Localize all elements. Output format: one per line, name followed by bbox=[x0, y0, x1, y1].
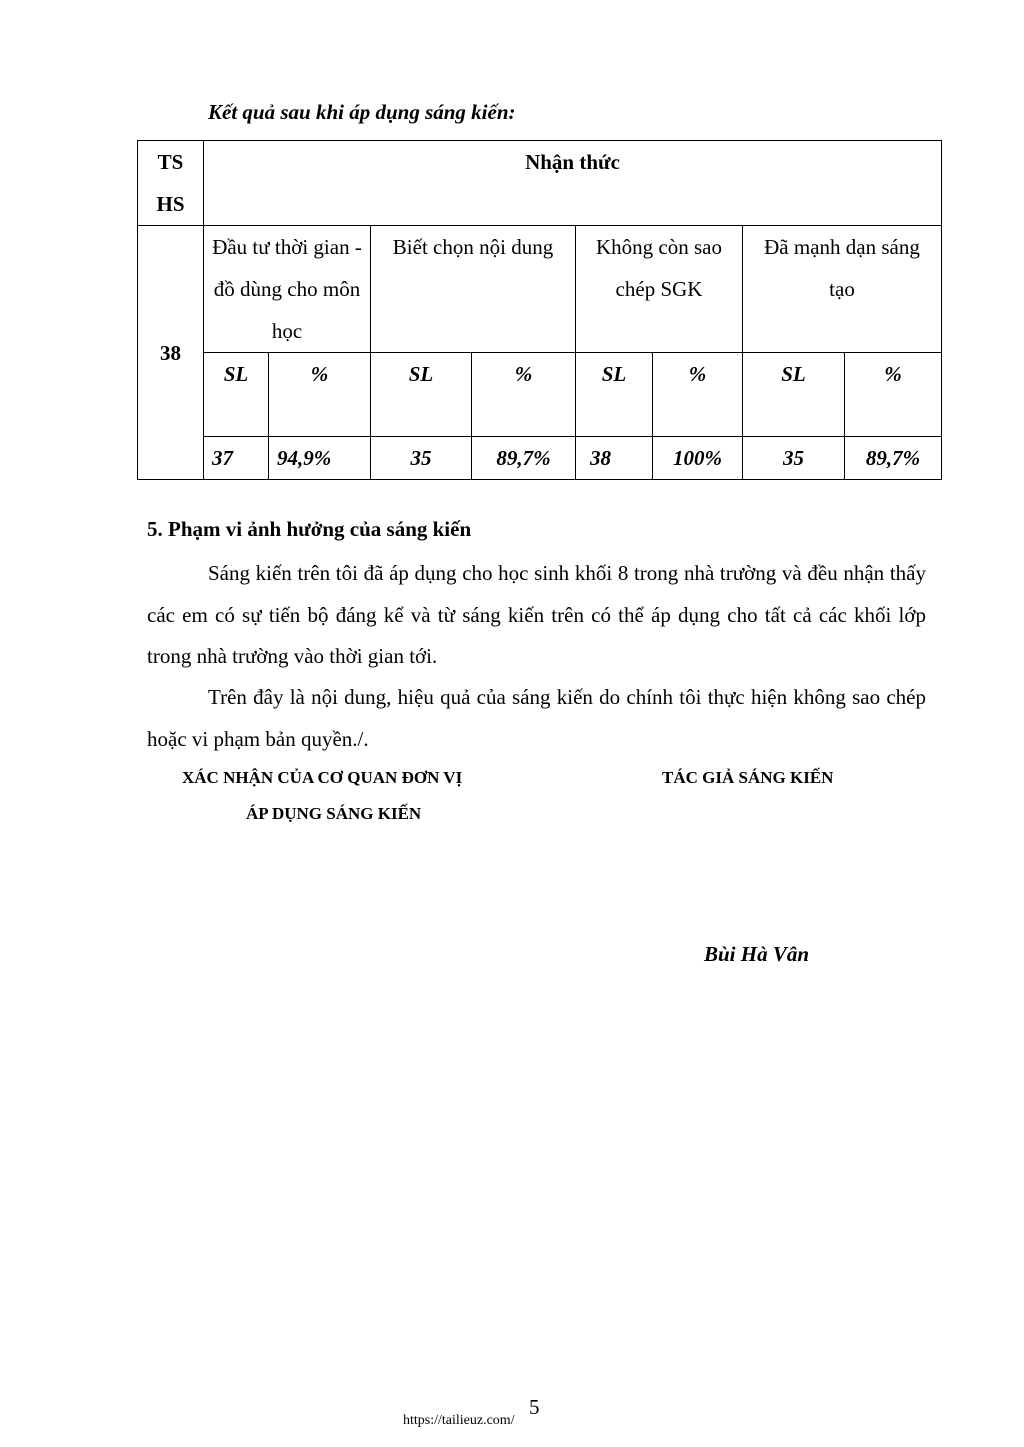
value-cell: 89,7% bbox=[845, 437, 942, 480]
value-cell: 100% bbox=[653, 437, 743, 480]
section-heading: 5. Phạm vi ảnh hưởng của sáng kiến bbox=[147, 517, 472, 541]
paragraph-1-text: Sáng kiến trên tôi đã áp dụng cho học sinh khối 8 trong nhà trường và đều nhận thấy các em có sự tiến bộ đáng kể và từ sáng kiến trên có thể áp dụng cho tất cả các khối lớp trong nhà trường vào thời gian tới. bbox=[147, 561, 926, 668]
ts-value: 38 bbox=[138, 226, 204, 480]
ts-hs-line1: TS bbox=[157, 150, 184, 174]
value-cell: 35 bbox=[371, 437, 472, 480]
awareness-header: Nhận thức bbox=[204, 141, 942, 226]
ts-hs-line2: HS bbox=[156, 192, 185, 216]
value-cell: 37 bbox=[204, 437, 269, 480]
paragraph-1 bbox=[147, 553, 926, 678]
paragraph-2 bbox=[147, 677, 926, 760]
subheader-cell: % bbox=[472, 353, 576, 437]
author-name: Bùi Hà Vân bbox=[704, 942, 810, 966]
category-row bbox=[138, 226, 942, 353]
values-row bbox=[138, 437, 942, 480]
table-caption: Kết quả sau khi áp dụng sáng kiến: bbox=[208, 100, 516, 124]
ts-hs-header bbox=[138, 141, 204, 226]
subheader-cell: % bbox=[269, 353, 371, 437]
subheader-cell: SL bbox=[204, 353, 269, 437]
category-cell: Không còn sao chép SGK bbox=[576, 226, 743, 353]
value-cell: 94,9% bbox=[269, 437, 371, 480]
category-cell: Đầu tư thời gian - đồ dùng cho môn học bbox=[204, 226, 371, 353]
value-cell: 89,7% bbox=[472, 437, 576, 480]
subheader-row bbox=[138, 353, 942, 437]
category-cell: Đã mạnh dạn sáng tạo bbox=[743, 226, 942, 353]
confirmation-title-line2: ÁP DỤNG SÁNG KIẾN bbox=[246, 804, 422, 823]
table-header-row bbox=[138, 141, 942, 226]
subheader-cell: SL bbox=[743, 353, 845, 437]
page-number: 5 bbox=[529, 1395, 540, 1419]
subheader-cell: SL bbox=[576, 353, 653, 437]
footer-url[interactable]: https://tailieuz.com/ bbox=[403, 1413, 515, 1428]
paragraph-2-text: Trên đây là nội dung, hiệu quả của sáng kiến do chính tôi thực hiện không sao chép hoặc vi phạm bản quyền./. bbox=[147, 685, 926, 751]
author-title: TÁC GIẢ SÁNG KIẾN bbox=[662, 768, 834, 787]
subheader-cell: SL bbox=[371, 353, 472, 437]
subheader-cell: % bbox=[845, 353, 942, 437]
subheader-cell: % bbox=[653, 353, 743, 437]
category-cell: Biết chọn nội dung bbox=[371, 226, 576, 353]
results-table bbox=[137, 140, 942, 480]
confirmation-title-line1: XÁC NHẬN CỦA CƠ QUAN ĐƠN VỊ bbox=[182, 768, 463, 787]
value-cell: 38 bbox=[576, 437, 653, 480]
value-cell: 35 bbox=[743, 437, 845, 480]
